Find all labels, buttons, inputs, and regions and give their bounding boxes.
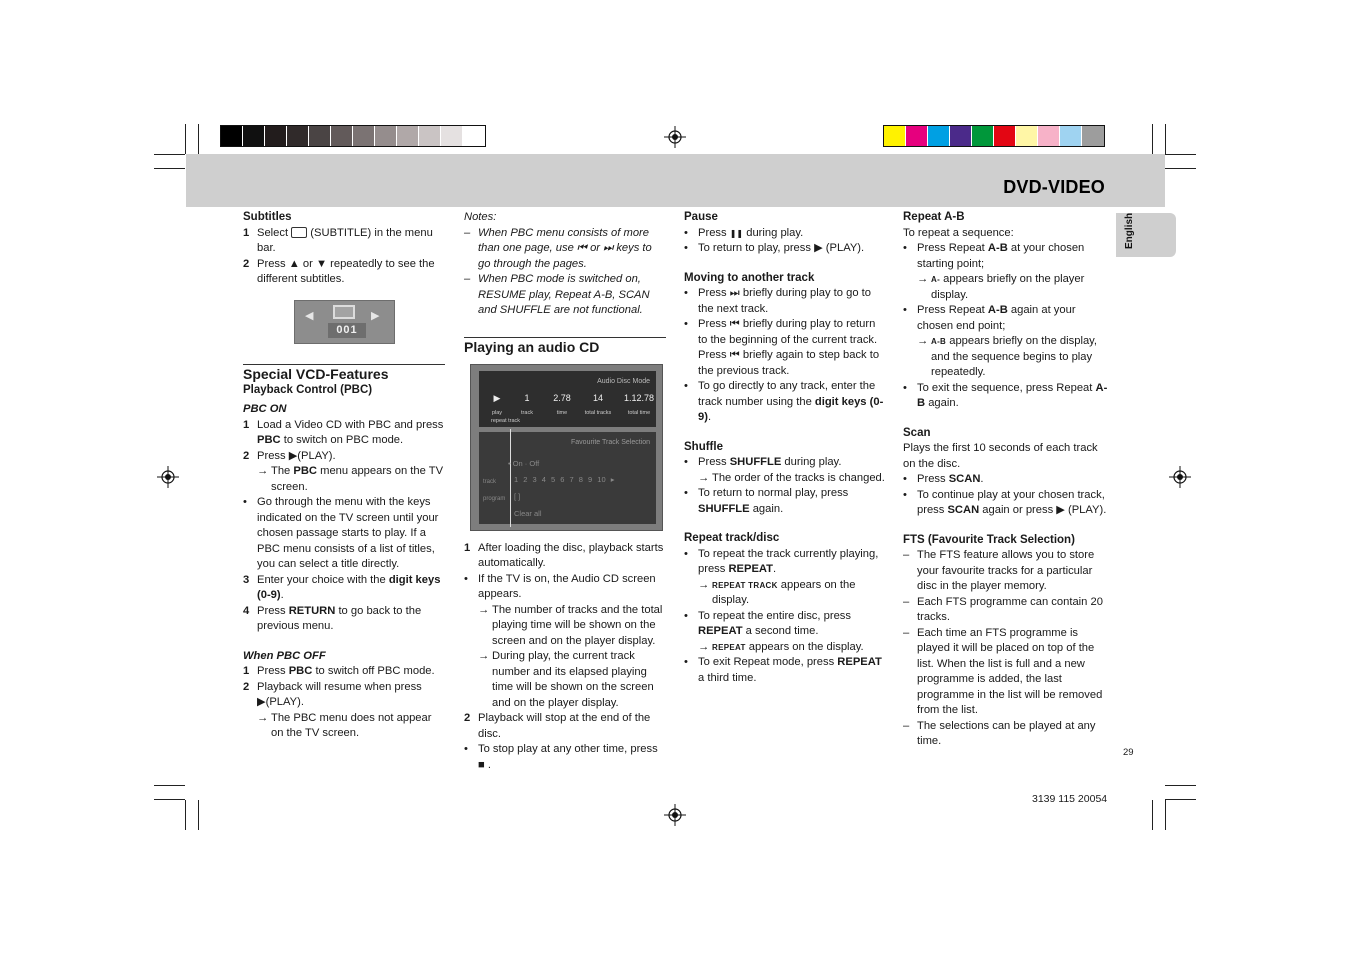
bullet-item: • Go through the menu with the keys indicated on the TV screen until your chosen passage starts to play. If a PBC menu consists of a list of titles, you can select a title directly. bbox=[243, 496, 439, 570]
bullet-item: • Press ⏮ briefly during play to return to the beginning of the current track. Press ⏮ briefly again to step back to the previous track. bbox=[684, 318, 880, 377]
crop-mark bbox=[198, 800, 199, 830]
crop-mark bbox=[1165, 154, 1196, 155]
pause-icon: ❚❚ bbox=[729, 228, 744, 238]
note-item: – When PBC menu consists of more than one page, use ⏮ or ⏭ keys to go through the pages. bbox=[464, 226, 652, 270]
fts-item: – Each FTS programme can contain 20 tracks. bbox=[903, 595, 1103, 623]
color-swatch bbox=[375, 126, 397, 146]
bullet-item: • Press Repeat A-B again at your chosen end point; bbox=[903, 304, 1076, 332]
result: → The PBC menu does not appear on the TV screen. bbox=[257, 711, 432, 739]
column-4: Repeat A-B To repeat a sequence: • Press Repeat A-B at your chosen starting point; → A- appears briefly on the player display. • Press Repeat A-B again at your chosen end point; → A-B appears briefly on the display, and the sequence begins to play repeatedly. • To exit the sequence, press Repeat A-B again. Scan Plays the first 10 seconds of each track on the disc. • Press SCAN. • To continue play at your chosen track, press SCAN again or press ▶ (PLAY). FTS (Favourite Track Selection) – The FTS feature allows you to store your favourite tracks for a particular disc in the player memory. – Each FTS programme can contain 20 tracks. – Each time an FTS programme is played it will be placed on top of the list. When the list is full and a new programme is added, the last programme in the list will be removed from the list. – The selections can be played at any time. bbox=[903, 210, 1108, 750]
color-swatch bbox=[265, 126, 287, 146]
pause-heading: Pause bbox=[684, 211, 718, 223]
crop-mark bbox=[1165, 168, 1196, 169]
moving-heading: Moving to another track bbox=[684, 271, 815, 284]
play-icon: ▶ bbox=[493, 392, 501, 403]
crop-mark bbox=[154, 168, 185, 169]
registration-mark-icon bbox=[664, 126, 686, 148]
bullet-item: • If the TV is on, the Audio CD screen appears. bbox=[464, 572, 656, 600]
color-swatch bbox=[1016, 126, 1038, 146]
subtitle-box-icon bbox=[333, 305, 355, 319]
scan-heading: Scan bbox=[903, 426, 931, 439]
registration-mark-icon bbox=[1169, 466, 1191, 488]
fts-item: – Each time an FTS programme is played it will be placed on top of the list. When the list is full and a new programme is added, the last programme in the list will be removed from the list. bbox=[903, 626, 1103, 716]
color-swatch bbox=[1082, 126, 1104, 146]
color-swatch bbox=[994, 126, 1016, 146]
bullet-item: • To return to normal play, press SHUFFLE again. bbox=[684, 487, 849, 515]
fts-item: – The FTS feature allows you to store your favourite tracks for a particular disc in the player memory. bbox=[903, 549, 1095, 592]
repeat-heading: Repeat track/disc bbox=[684, 532, 780, 544]
result: → A-B appears briefly on the display, and the sequence begins to play repeatedly. bbox=[917, 335, 1098, 378]
fts-item: – The selections can be played at any time. bbox=[903, 719, 1096, 747]
crop-mark bbox=[154, 785, 185, 786]
language-tab bbox=[1116, 213, 1176, 257]
bullet-item: • To repeat the entire disc, press REPEAT a second time. bbox=[684, 609, 851, 637]
crop-mark bbox=[1165, 800, 1166, 830]
result: → A- appears briefly on the player display. bbox=[917, 273, 1085, 301]
registration-mark-icon bbox=[157, 466, 179, 488]
crop-mark bbox=[1165, 785, 1196, 786]
subtitle-screen-image bbox=[294, 300, 395, 344]
bullet-item: • To return to play, press ▶ (PLAY). bbox=[684, 242, 865, 254]
crop-mark bbox=[1152, 800, 1153, 830]
step: 1 Load a Video CD with PBC and press PBC to switch on PBC mode. bbox=[243, 418, 444, 446]
arrow-left-icon: ◀ bbox=[305, 309, 314, 322]
color-swatch bbox=[243, 126, 265, 146]
step: 2 Playback will stop at the end of the disc. bbox=[464, 712, 651, 740]
color-swatch bbox=[309, 126, 331, 146]
audio-disc-panel: Audio Disc Mode ▶ play 1 track 2.78 time 14 total tracks 1.12.78 total time repeat track bbox=[479, 371, 656, 427]
registration-mark-icon bbox=[664, 804, 686, 826]
audio-cd-screen-image bbox=[470, 364, 663, 531]
color-swatch bbox=[419, 126, 441, 146]
vcd-heading: Special VCD-Features bbox=[243, 364, 445, 383]
repeat-ab-heading: Repeat A-B bbox=[903, 211, 965, 223]
result: → The order of the tracks is changed. bbox=[698, 471, 885, 484]
step: 2 Press ▶(PLAY). bbox=[243, 449, 336, 462]
page-title: DVD-VIDEO bbox=[1003, 177, 1105, 197]
fts-panel: Favourite Track Selection • On · Off track 1 2 3 4 5 6 7 8 9 10 ▸ program [ ] Clear all bbox=[479, 432, 656, 524]
language-label: English bbox=[1124, 212, 1135, 249]
grayscale-calibration-strip bbox=[220, 125, 486, 147]
page-number: 29 bbox=[1123, 747, 1134, 758]
crop-mark bbox=[1152, 124, 1153, 154]
step: 2 Playback will resume when press ▶(PLAY). bbox=[243, 680, 422, 708]
header-band bbox=[186, 154, 1165, 207]
pbc-off-heading: When PBC OFF bbox=[243, 649, 326, 662]
stop-icon: ■ . bbox=[478, 758, 491, 771]
column-1 bbox=[243, 210, 445, 742]
subtitle-value: 001 bbox=[328, 323, 366, 338]
document-number: 3139 115 20054 bbox=[1032, 793, 1108, 805]
bullet-item: • To continue play at your chosen track, press SCAN again or press ▶ (PLAY). bbox=[903, 488, 1107, 516]
color-calibration-strip bbox=[883, 125, 1105, 147]
crop-mark bbox=[185, 124, 186, 154]
bullet-item: • Press ⏭ briefly during play to go to the next track. bbox=[684, 287, 871, 315]
bullet-item: • To exit the sequence, press Repeat A-B again. bbox=[903, 381, 1108, 409]
color-swatch bbox=[463, 126, 485, 146]
color-swatch bbox=[972, 126, 994, 146]
step: 4 Press RETURN to go back to the previous menu. bbox=[243, 604, 422, 632]
result: → During play, the current track number and its elapsed playing time will be shown on the screen and on the player display. bbox=[478, 650, 654, 709]
color-swatch bbox=[928, 126, 950, 146]
bullet-item: • Press SCAN. bbox=[903, 473, 984, 485]
crop-mark bbox=[154, 154, 185, 155]
bullet-item: • Press Repeat A-B at your chosen starting point; bbox=[903, 242, 1085, 270]
shuffle-heading: Shuffle bbox=[684, 440, 723, 453]
bullet-item: • To go directly to any track, enter the track number using the digit keys (0-9). bbox=[684, 380, 884, 423]
bullet-item: • Press SHUFFLE during play. bbox=[684, 456, 842, 468]
note-item: – When PBC mode is switched on, RESUME play, Repeat A-B, SCAN and SHUFFLE are not functional. bbox=[464, 273, 650, 316]
column-3 bbox=[684, 210, 886, 686]
crop-mark bbox=[185, 800, 186, 830]
color-swatch bbox=[441, 126, 463, 146]
pbc-on-heading: PBC ON bbox=[243, 403, 287, 415]
subtitle-icon bbox=[291, 227, 307, 238]
bullet-item: • To exit Repeat mode, press REPEAT a third time. bbox=[684, 656, 882, 684]
step: 1 After loading the disc, playback starts automatically. bbox=[464, 541, 664, 569]
column-2 bbox=[464, 210, 666, 773]
result: → The PBC menu appears on the TV screen. bbox=[257, 465, 444, 493]
color-swatch bbox=[884, 126, 906, 146]
crop-mark bbox=[154, 799, 185, 800]
color-swatch bbox=[221, 126, 243, 146]
crop-mark bbox=[198, 124, 199, 154]
result: → REPEAT TRACK appears on the display. bbox=[698, 578, 856, 606]
bullet-item: • To repeat the track currently playing, press REPEAT. bbox=[684, 547, 879, 575]
notes-heading: Notes: bbox=[464, 211, 497, 223]
color-swatch bbox=[353, 126, 375, 146]
color-swatch bbox=[1060, 126, 1082, 146]
step: 1 Press PBC to switch off PBC mode. bbox=[243, 665, 435, 677]
step: 1 Select (SUBTITLE) in the menu bar. bbox=[243, 226, 433, 254]
bullet-item: • To stop play at any other time, press ■ . bbox=[464, 743, 658, 771]
subtitles-heading: Subtitles bbox=[243, 211, 292, 223]
arrow-right-icon: ▶ bbox=[371, 309, 380, 322]
audio-cd-heading: Playing an audio CD bbox=[464, 337, 666, 356]
color-swatch bbox=[287, 126, 309, 146]
crop-mark bbox=[1165, 799, 1196, 800]
color-swatch bbox=[1038, 126, 1060, 146]
pbc-heading: Playback Control (PBC) bbox=[243, 383, 373, 396]
fts-heading: FTS (Favourite Track Selection) bbox=[903, 533, 1075, 546]
color-swatch bbox=[331, 126, 353, 146]
color-swatch bbox=[950, 126, 972, 146]
result: → REPEAT appears on the display. bbox=[698, 640, 864, 653]
step: 2 Press ▲ or ▼ repeatedly to see the different subtitles. bbox=[243, 257, 435, 285]
color-swatch bbox=[906, 126, 928, 146]
crop-mark bbox=[1165, 124, 1166, 154]
step: 3 Enter your choice with the digit keys (0-9). bbox=[243, 573, 441, 601]
bullet-item: • Press ❚❚ during play. bbox=[684, 226, 804, 239]
result: → The number of tracks and the total playing time will be shown on the screen and on the player display. bbox=[478, 603, 663, 647]
color-swatch bbox=[397, 126, 419, 146]
